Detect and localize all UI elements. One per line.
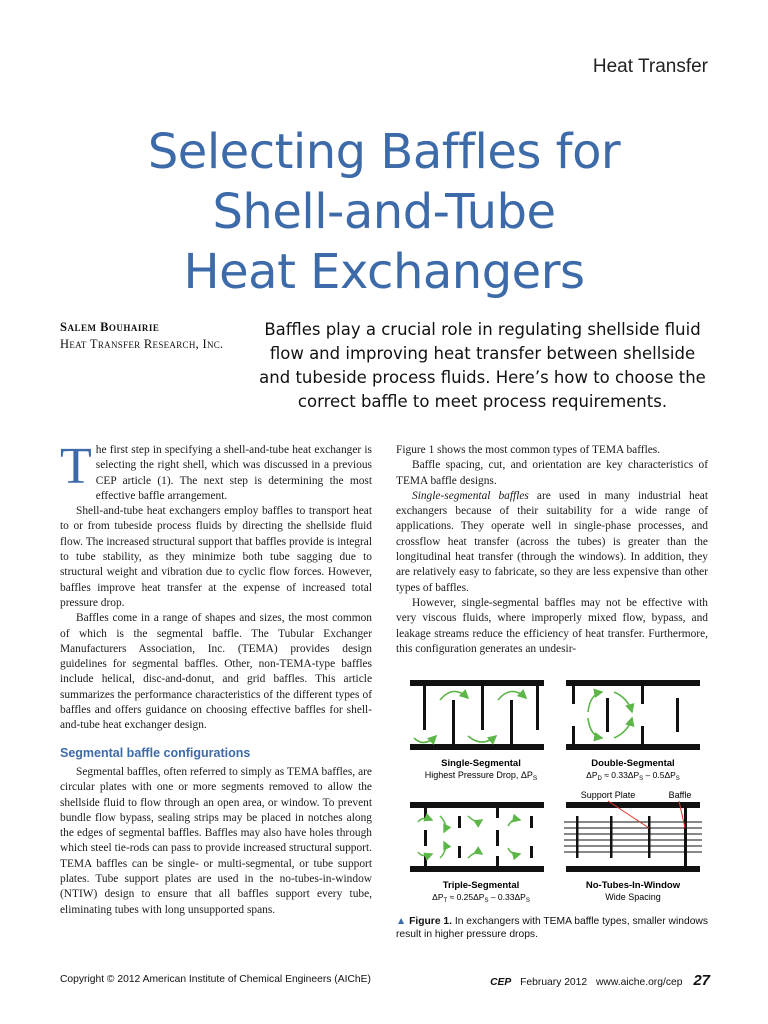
single-segmental-label: Single-Segmental [441,758,521,769]
issue-date: February 2012 [520,977,588,988]
author-name: Salem Bouhairie [60,320,160,334]
ntiw-label: No-Tubes-In-Window [585,880,681,891]
caption-text: In exchangers with TEMA baffle types, smaller windows result in higher pressure drops. [396,916,709,940]
page-footer [60,972,710,990]
article-deck [255,318,710,414]
single-segmental-sublabel: Highest Pressure Drop, $\Delta P_S$ [424,770,538,782]
title-line-3: Heat Exchangers [183,244,585,300]
ntiw-sublabel: Wide Spacing [605,892,661,902]
baffle-diagram [396,676,708,906]
paragraph-4: Segmental baffles, often referred to simply as TEMA baffles, are circular plates with one or more segments removed to allow the shellside fluid to flow through an open area, or window. To prevent bundle flow bypass, sealing strips may be placed in notches along the edges of segmental baffles. Baffles may also have holes through which steel tie-rods can pass to provide increased structural support. TEMA baffles can be single- or multi-segmental, or tube support plates. Tube support plates are used in the no-tubes-in-window (NTIW) design to ensure that all baffles support every tube, eliminating tubes with long unsupported spans. [60,765,372,916]
single-segmental-panel [410,680,544,750]
triple-segmental-label: Triple-Segmental [442,880,520,891]
double-segmental-label: Double-Segmental [591,758,675,769]
single-segmental-term: Single-segmental baffles [412,489,529,502]
double-segmental-panel [566,680,700,750]
support-plate-callout: Support Plate [580,790,636,800]
copyright-notice: Copyright © 2012 American Institute of Chemical Engineers (AIChE) [60,974,371,985]
double-segmental-sublabel: $\Delta P_D \approx 0.33\Delta P_S - 0.5\Delta P_S$ [586,770,680,782]
paragraph-3: Baffles come in a range of shapes and sizes, the most common of which is the segmental baffle. The Tubular Exchanger Manufacturers Association, Inc. (TEMA) provides design guidelines for segmental baffles. Other, non-TEMA-type baffles include helical, disc-and-donut, and grid baffles. This article summarizes the performance characteristics of the different types of baffles and offers guidance on choosing effective baffles for shell-and-tube heat exchanger design. [60,612,372,732]
ntiw-panel [564,790,702,872]
page-number: 27 [693,972,710,989]
magazine-url[interactable]: www.aiche.org/cep [596,977,683,988]
body-column-right [396,443,708,657]
triple-segmental-sublabel: $\Delta P_T \approx 0.25\Delta P_S - 0.33\Delta P_S$ [432,892,530,904]
paragraph-2: Shell-and-tube heat exchangers employ baffles to transport heat to or from tubeside process fluids by directing the shellside fluid flow. The increased structural support that baffles provide is integral to tube stability, as they minimize both tube sagging due to structural weight and vibration due to cyclic flow forces. However, baffles improve heat transfer at the expense of increased total pressure drop. [60,505,372,609]
paragraph-r4: However, single-segmental baffles may not be effective with very viscous fluids, where improperly mixed flow, bypass, and leakage streams reduce the efficiency of heat transfer. Furthermore, this configuration generates an undesir- [396,596,708,655]
section-label: Heat Transfer [592,56,708,77]
drop-cap: T [60,438,92,495]
paragraph-r2: Baffle spacing, cut, and orientation are key characteristics of TEMA baffle designs. [396,459,708,487]
caption-triangle-icon: ▲ [396,916,407,927]
figure-1 [396,676,708,906]
deck-line-3: and tubeside process fluids. Here’s how to choose the [259,368,706,387]
author-block [60,320,223,352]
title-line-2: Shell-and-Tube [212,184,556,240]
magazine-logo: CEP [490,977,512,988]
section-subhead: Segmental baffle configurations [60,745,251,760]
figure-caption [396,915,708,941]
footer-right [490,972,710,989]
baffle-callout: Baffle [668,790,692,800]
paragraph-1 [60,438,372,504]
paragraph-r1: Figure 1 shows the most common types of TEMA baffles. [396,444,661,456]
deck-line-4: correct baffle to meet process requirements. [297,392,668,411]
caption-label: Figure 1. [409,916,452,927]
paragraph-r3-text: are used in many industrial heat exchangers because of their suitability for a wide range of applications. They operate well in single-phase processes, and crossflow heat transfer (across the tubes) is greater than the longitudinal heat transfer (through the windows). In addition, they are relatively easy to fabricate, so they are less expensive than other types of baffles. [396,489,708,594]
deck-line-2: flow and improving heat transfer between shellside [269,344,696,363]
paragraph-1-text: he first step in specifying a shell-and-tube heat exchanger is selecting the right shell, which was discussed in a previous CEP article (1). The next step is determining the most effective baffle arrangement. [95,444,372,502]
article-title [0,122,768,302]
paragraph-r3 [396,489,708,596]
body-column-left [60,438,372,918]
author-affiliation: Heat Transfer Research, Inc. [60,337,224,351]
title-line-1: Selecting Baffles for [147,124,621,180]
triple-segmental-panel [410,802,544,872]
deck-line-1: Baffles play a crucial role in regulating shellside fluid [264,320,701,339]
